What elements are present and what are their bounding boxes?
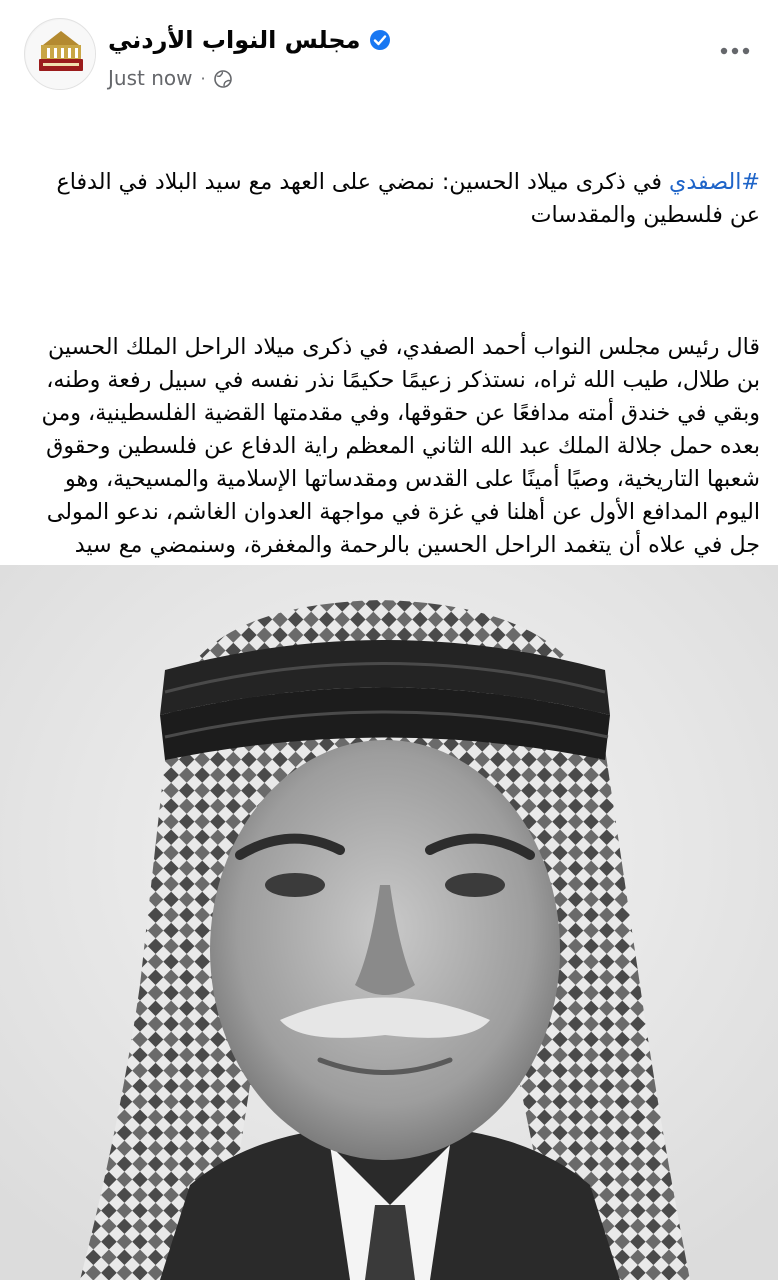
post-title-text: في ذكرى ميلاد الحسين: نمضي على العهد مع سيد البلاد في الدفاع عن فلسطين والمقدسات <box>49 169 760 228</box>
globe-icon[interactable] <box>214 69 232 87</box>
author-line <box>108 26 391 54</box>
ellipsis-icon <box>720 47 750 55</box>
page-avatar[interactable] <box>24 18 96 90</box>
page-name[interactable]: مجلس النواب الأردني <box>108 26 361 54</box>
more-options-button[interactable] <box>718 34 752 68</box>
post-body: قال رئيس مجلس النواب أحمد الصفدي، في ذكرى ميلاد الراحل الملك الحسين بن طلال، طيب الله ثراه، نستذكر زعيمًا حكيمًا نذر نفسه في سبيل رفعة وطنه، وبقي في خندق أمته مدافعًا عن حقوقها، وفي مقدمتها القضية الفلسطينية، ومن بعده حمل جلالة الملك عبد الله الثاني المعظم راية الدفاع عن فلسطين وحقوق شعبها التاريخية، وصيًا أمينًا على القدس ومقدساتها الإسلامية والمسيحية، وهو اليوم المدافع الأول عن أهلنا في غزة في مواجهة العدوان الغاشم، ندعو المولى جل في علاه أن يتغمد الراحل الحسين بالرحمة والمغفرة، وسنمضي مع سيد <box>41 334 760 558</box>
hashtag-link[interactable]: #الصفدي <box>669 169 760 195</box>
post-photo[interactable] <box>0 565 778 1280</box>
post-meta <box>108 66 232 90</box>
verified-badge-icon <box>369 29 391 51</box>
post-header <box>0 16 778 96</box>
parliament-emblem-icon <box>25 19 96 90</box>
timestamp[interactable]: Just now <box>108 66 193 90</box>
portrait-photo <box>0 565 778 1280</box>
meta-separator: · <box>200 68 206 88</box>
post-title <box>20 166 760 232</box>
